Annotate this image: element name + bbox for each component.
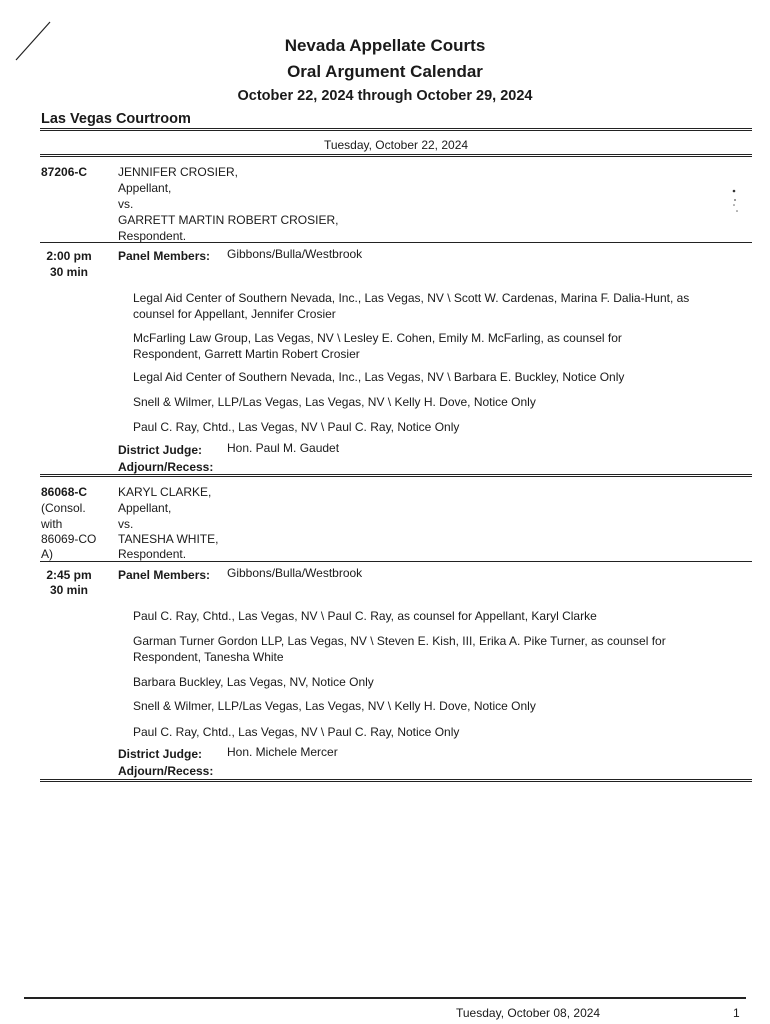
party-line: Appellant,: [118, 181, 172, 195]
consolidation-note: A): [41, 547, 53, 561]
date-range: October 22, 2024 through October 29, 2024: [237, 88, 533, 104]
district-judge: Hon. Paul M. Gaudet: [227, 441, 340, 455]
counsel-entry: Paul C. Ray, Chtd., Las Vegas, NV \ Paul C. Ray, Notice Only: [133, 420, 460, 434]
party-line: vs.: [118, 197, 134, 211]
panel-members: Gibbons/Bulla/Westbrook: [227, 566, 363, 580]
argument-duration: 30 min: [49, 583, 88, 597]
panel-members: Gibbons/Bulla/Westbrook: [227, 247, 363, 261]
footer-date: Tuesday, October 08, 2024: [456, 1006, 601, 1020]
district-judge: Hon. Michele Mercer: [227, 745, 338, 759]
consolidation-note: 86069-CO: [41, 532, 97, 546]
party-line: Respondent.: [118, 547, 187, 561]
panel-label: Panel Members:: [118, 249, 211, 263]
counsel-entry: Legal Aid Center of Southern Nevada, Inc., Las Vegas, NV \ Barbara E. Buckley, Notice Only: [133, 370, 625, 384]
case-number: 86068-C: [41, 485, 88, 499]
case-number: 87206-C: [41, 165, 88, 179]
divider: [40, 154, 752, 157]
counsel-entry: Paul C. Ray, Chtd., Las Vegas, NV \ Paul C. Ray, Notice Only: [133, 725, 460, 739]
party-line: GARRETT MARTIN ROBERT CROSIER,: [118, 213, 339, 227]
counsel-entry: Paul C. Ray, Chtd., Las Vegas, NV \ Paul C. Ray, as counsel for Appellant, Karyl Clarke: [133, 609, 597, 623]
divider: [40, 474, 752, 477]
page-subtitle: Oral Argument Calendar: [287, 62, 483, 81]
adjourn-label: Adjourn/Recess:: [118, 460, 214, 474]
counsel-entry: Legal Aid Center of Southern Nevada, Inc., Las Vegas, NV \ Scott W. Cardenas, Marina F. Dalia-Hunt, as counsel for Appellant, Jennifer Crosier: [133, 291, 690, 321]
party-line: Appellant,: [118, 501, 172, 515]
consolidation-note: (Consol.: [41, 501, 86, 515]
party-line: JENNIFER CROSIER,: [118, 165, 239, 179]
district-judge-label: District Judge:: [118, 747, 203, 761]
counsel-entry: Snell & Wilmer, LLP/Las Vegas, Las Vegas, NV \ Kelly H. Dove, Notice Only: [133, 699, 536, 713]
party-line: TANESHA WHITE,: [118, 532, 219, 546]
party-line: KARYL CLARKE,: [118, 485, 212, 499]
day-header: Tuesday, October 22, 2024: [323, 138, 469, 152]
counsel-entry: McFarling Law Group, Las Vegas, NV \ Lesley E. Cohen, Emily M. McFarling, as counsel for Respondent, Garrett Martin Robert Crosier: [133, 331, 622, 361]
counsel-entry: Snell & Wilmer, LLP/Las Vegas, Las Vegas, NV \ Kelly H. Dove, Notice Only: [133, 395, 536, 409]
divider: [40, 242, 752, 243]
adjourn-label: Adjourn/Recess:: [118, 764, 214, 778]
party-line: Respondent.: [118, 229, 187, 243]
page-number: 1: [733, 1006, 740, 1020]
page-title: Nevada Appellate Courts: [284, 36, 486, 55]
party-line: vs.: [118, 517, 134, 531]
argument-time: 2:00 pm: [46, 249, 92, 263]
argument-duration: 30 min: [49, 265, 88, 279]
consolidation-note: with: [41, 517, 63, 531]
divider: [40, 561, 752, 562]
courtroom-heading: Las Vegas Courtroom: [41, 111, 191, 127]
counsel-entry: Barbara Buckley, Las Vegas, NV, Notice Only: [133, 675, 374, 689]
footer-rule: [24, 997, 746, 999]
divider: [40, 779, 752, 782]
panel-label: Panel Members:: [118, 568, 211, 582]
district-judge-label: District Judge:: [118, 443, 203, 457]
argument-time: 2:45 pm: [46, 568, 92, 582]
counsel-entry: Garman Turner Gordon LLP, Las Vegas, NV \ Steven E. Kish, III, Erika A. Pike Turner, as counsel for Respondent, Tanesha White: [133, 634, 666, 664]
scan-dots: [731, 188, 739, 214]
divider: [40, 128, 752, 131]
